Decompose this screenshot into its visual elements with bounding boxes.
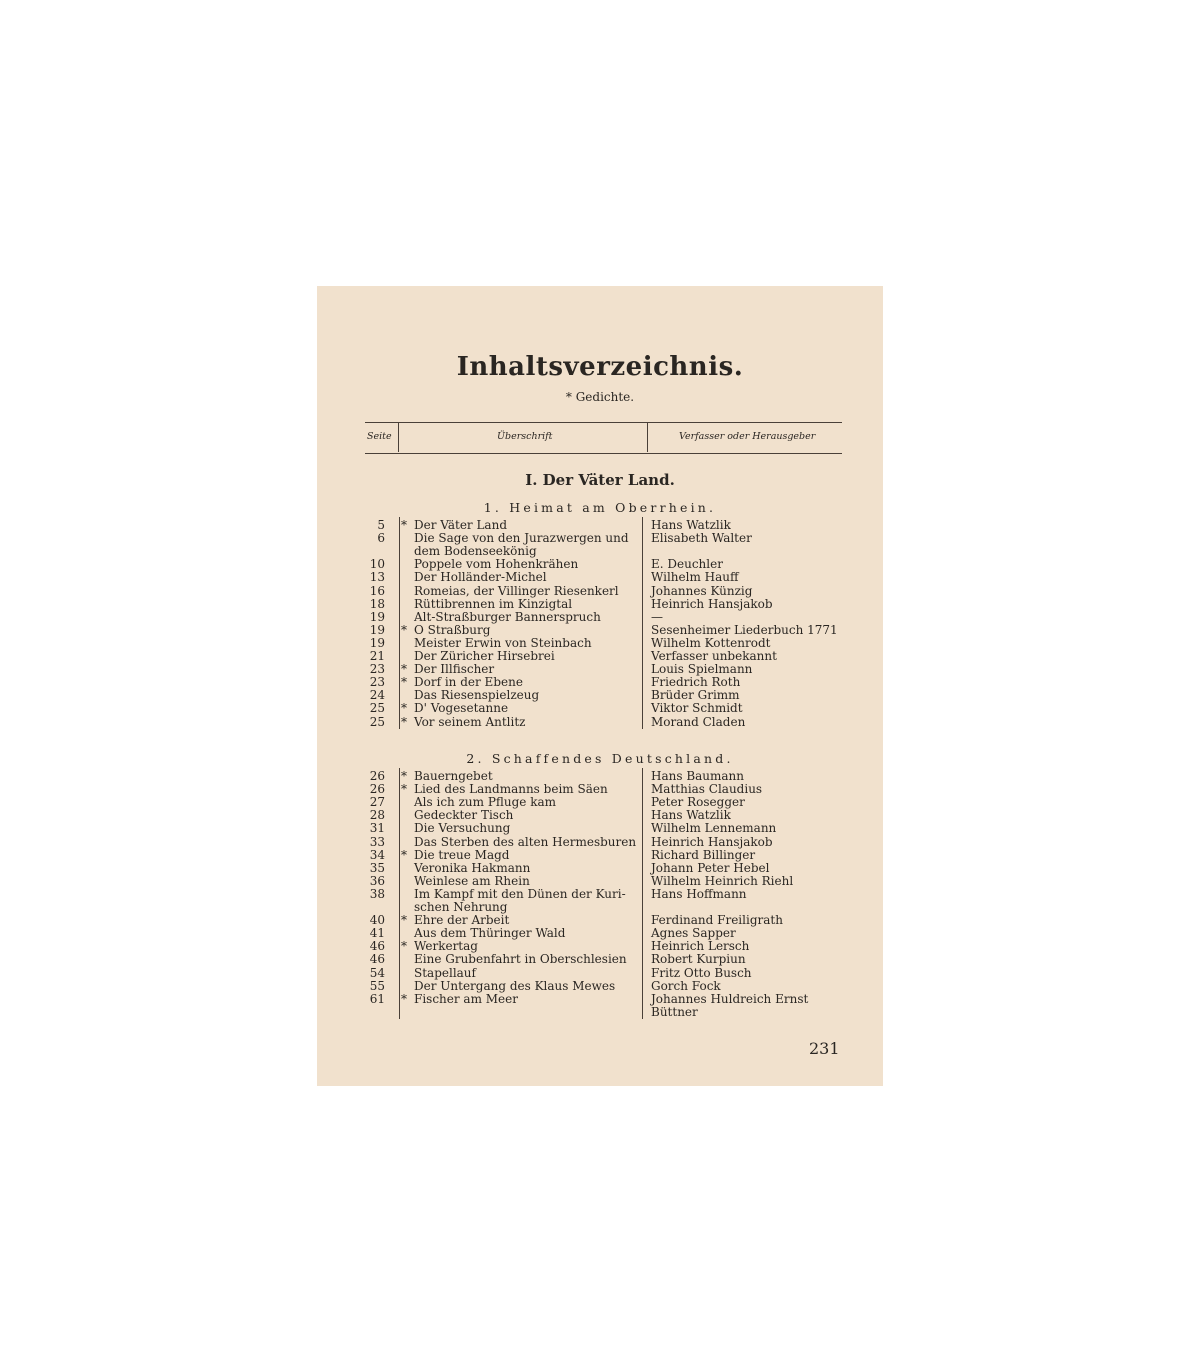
entry-page: 46	[369, 939, 385, 954]
entry-page: 36	[369, 873, 385, 888]
entry-title: Vor seinem Antlitz	[414, 714, 526, 729]
entry-author: Wilhelm Heinrich Riehl	[651, 873, 794, 888]
page-subtitle: * Gedichte.	[565, 390, 635, 404]
toc-entry	[317, 875, 883, 888]
entry-title: Bauerngebet	[414, 769, 493, 783]
entry-author: E. Deuchler	[651, 557, 723, 572]
entry-author: Wilhelm Lennemann	[651, 821, 777, 836]
poem-marker: *	[401, 913, 407, 928]
poem-marker: *	[401, 847, 407, 862]
entry-author: Viktor Schmidt	[651, 701, 743, 716]
poem-marker: *	[401, 675, 407, 690]
page-number: 231	[809, 1039, 840, 1058]
entry-page: 23	[369, 675, 385, 690]
entry-page: 40	[369, 913, 385, 928]
entry-author: Ferdinand Freiligrath	[651, 913, 783, 928]
entry-author: —	[651, 609, 663, 624]
header-author-column: Verfasser oder Herausgeber	[679, 431, 816, 442]
toc-entry	[317, 796, 883, 809]
part-heading: I. Der Väter Land.	[525, 471, 675, 489]
header-divider	[398, 423, 399, 452]
entry-page: 26	[369, 769, 385, 783]
entry-author: Wilhelm Kottenrodt	[651, 635, 771, 650]
entry-author: Heinrich Lersch	[651, 939, 750, 954]
section-heading: 2. Schaffendes Deutschland.	[466, 751, 734, 766]
toc-entry	[317, 993, 883, 1006]
poem-marker: *	[401, 939, 407, 954]
entry-page: 35	[369, 860, 385, 875]
entry-page: 23	[369, 662, 385, 677]
entry-author: Wilhelm Hauff	[651, 570, 739, 585]
toc-entry	[317, 624, 883, 637]
toc-entry	[317, 849, 883, 862]
entry-author: Agnes Sapper	[651, 926, 736, 941]
toc-entry	[317, 598, 883, 611]
entry-page: 25	[369, 701, 385, 716]
entry-title: Der Väter Land	[414, 518, 507, 532]
entry-title: Als ich zum Pfluge kam	[414, 795, 557, 810]
entry-author: Elisabeth Walter	[651, 531, 752, 546]
toc-entry	[317, 836, 883, 849]
entry-author: Gorch Fock	[651, 978, 721, 993]
entry-title: Das Sterben des alten Hermesburen	[414, 834, 637, 849]
entry-title: Der Holländer-Michel	[414, 570, 547, 585]
entry-title: schen Nehrung	[414, 900, 508, 914]
entry-author: Brüder Grimm	[651, 688, 740, 703]
entry-title: Der Illfischer	[414, 662, 495, 677]
entry-author: Verfasser unbekannt	[651, 649, 777, 663]
poem-marker: *	[401, 622, 407, 637]
toc-entry	[317, 953, 883, 966]
entry-author: Johannes Huldreich Ernst	[651, 991, 809, 1006]
entry-page: 33	[369, 834, 385, 849]
entry-title: Weinlese am Rhein	[414, 873, 530, 888]
entry-page: 46	[369, 952, 385, 967]
header-page-column: Seite	[367, 431, 392, 442]
poem-marker: *	[401, 782, 407, 797]
entry-page: 16	[369, 583, 385, 598]
entry-page: 24	[369, 688, 385, 703]
section-heading: 1. Heimat am Oberrhein.	[483, 500, 717, 515]
header-title-column: Überschrift	[497, 431, 553, 442]
entry-page: 5	[377, 518, 385, 532]
poem-marker: *	[401, 714, 407, 729]
entry-title: Poppele vom Hohenkrähen	[414, 557, 579, 572]
entry-author: Hans Hoffmann	[651, 886, 747, 901]
entry-title: Die treue Magd	[414, 847, 510, 862]
entry-title: Eine Grubenfahrt in Oberschlesien	[414, 952, 627, 967]
toc-entry	[317, 676, 883, 689]
entry-title: Gedeckter Tisch	[414, 808, 514, 823]
entry-author: Richard Billinger	[651, 847, 756, 862]
toc-entry	[317, 927, 883, 940]
entry-title: Romeias, der Villinger Riesenkerl	[414, 583, 619, 598]
toc-entry	[317, 532, 883, 545]
entry-title: Lied des Landmanns beim Säen	[414, 782, 608, 797]
toc-entry	[317, 809, 883, 822]
entry-page: 13	[369, 570, 385, 585]
toc-entry	[317, 770, 883, 783]
toc-entry	[317, 980, 883, 993]
entry-author: Sesenheimer Liederbuch 1771	[651, 622, 838, 637]
entry-page: 6	[377, 531, 385, 546]
toc-entry	[317, 611, 883, 624]
entry-page: 26	[369, 782, 385, 797]
entry-page: 19	[369, 609, 385, 624]
entry-title: O Straßburg	[414, 622, 491, 637]
toc-entry	[317, 558, 883, 571]
header-top-rule	[365, 422, 842, 423]
entry-title: Der Züricher Hirsebrei	[414, 649, 555, 663]
toc-entry	[317, 689, 883, 702]
toc-entry	[317, 862, 883, 875]
entry-title: Die Sage von den Jurazwergen und	[414, 531, 629, 546]
entry-title: Alt-Straßburger Bannerspruch	[414, 609, 601, 624]
entry-title: Stapellauf	[414, 965, 476, 980]
entry-title: Im Kampf mit den Dünen der Kuri-	[414, 886, 626, 901]
entry-page: 31	[369, 821, 385, 836]
poem-marker: *	[401, 701, 407, 716]
entry-page: 61	[369, 991, 385, 1006]
entry-title: Ehre der Arbeit	[414, 913, 510, 928]
column-rule	[642, 768, 643, 1019]
entry-title: Meister Erwin von Steinbach	[414, 635, 592, 650]
entry-author: Heinrich Hansjakob	[651, 834, 773, 849]
entry-title: dem Bodenseekönig	[414, 544, 537, 559]
entry-title: Veronika Hakmann	[414, 860, 531, 875]
toc-entry	[317, 940, 883, 953]
entry-page: 38	[369, 886, 385, 901]
entry-page: 55	[369, 978, 385, 993]
entry-page: 34	[369, 847, 385, 862]
entry-author: Morand Claden	[651, 714, 746, 729]
entry-title: Dorf in der Ebene	[414, 675, 523, 690]
entry-title: Der Untergang des Klaus Mewes	[414, 978, 616, 993]
toc-entry	[317, 702, 883, 715]
entry-title: Aus dem Thüringer Wald	[414, 926, 566, 941]
entry-title: Die Versuchung	[414, 821, 511, 836]
header-divider	[647, 423, 648, 452]
entry-title: D' Vogesetanne	[414, 701, 509, 716]
toc-entry	[317, 663, 883, 676]
poem-marker: *	[401, 662, 407, 677]
toc-entry	[317, 888, 883, 901]
toc-entry	[317, 822, 883, 835]
entry-page: 10	[369, 557, 385, 572]
entry-author: Johannes Künzig	[651, 583, 753, 598]
poem-marker: *	[401, 991, 407, 1006]
entry-page: 21	[369, 649, 385, 663]
entry-page: 18	[369, 596, 385, 611]
entry-page: 25	[369, 714, 385, 729]
toc-entry	[317, 967, 883, 980]
toc-entry	[317, 650, 883, 663]
entry-page: 28	[369, 808, 385, 823]
book-page	[317, 286, 883, 1086]
page-title: Inhaltsverzeichnis.	[456, 352, 744, 382]
toc-entry	[317, 637, 883, 650]
toc-entry	[317, 914, 883, 927]
entry-author: Hans Watzlik	[651, 808, 731, 823]
entry-author: Heinrich Hansjakob	[651, 596, 773, 611]
entry-title: Werkertag	[414, 939, 478, 954]
entry-author: Peter Rosegger	[651, 795, 745, 810]
entry-author: Hans Watzlik	[651, 518, 731, 532]
toc-entry	[317, 585, 883, 598]
header-bottom-rule	[365, 453, 842, 454]
entry-title: Rüttibrennen im Kinzigtal	[414, 596, 573, 611]
toc-entry	[317, 545, 883, 558]
toc-entry	[317, 901, 883, 914]
entry-page: 27	[369, 795, 385, 810]
entry-page: 54	[369, 965, 385, 980]
entry-author: Friedrich Roth	[651, 675, 741, 690]
entry-title: Das Riesenspielzeug	[414, 688, 540, 703]
entry-author: Büttner	[651, 1004, 698, 1019]
entry-page: 19	[369, 635, 385, 650]
entry-author: Matthias Claudius	[651, 782, 763, 797]
poem-marker: *	[401, 518, 407, 532]
column-rule	[399, 517, 400, 729]
entry-author: Robert Kurpiun	[651, 952, 746, 967]
poem-marker: *	[401, 769, 407, 783]
entry-page: 19	[369, 622, 385, 637]
column-rule	[399, 768, 400, 1019]
toc-entry	[317, 571, 883, 584]
entry-author: Fritz Otto Busch	[651, 965, 752, 980]
toc-entry	[317, 716, 883, 729]
entry-page: 41	[369, 926, 385, 941]
entry-title: Fischer am Meer	[414, 991, 518, 1006]
toc-entry	[317, 783, 883, 796]
column-rule	[642, 517, 643, 729]
entry-author: Louis Spielmann	[651, 662, 753, 677]
toc-entry	[317, 1006, 883, 1019]
entry-author: Johann Peter Hebel	[651, 860, 770, 875]
entry-author: Hans Baumann	[651, 769, 745, 783]
toc-entry	[317, 519, 883, 532]
